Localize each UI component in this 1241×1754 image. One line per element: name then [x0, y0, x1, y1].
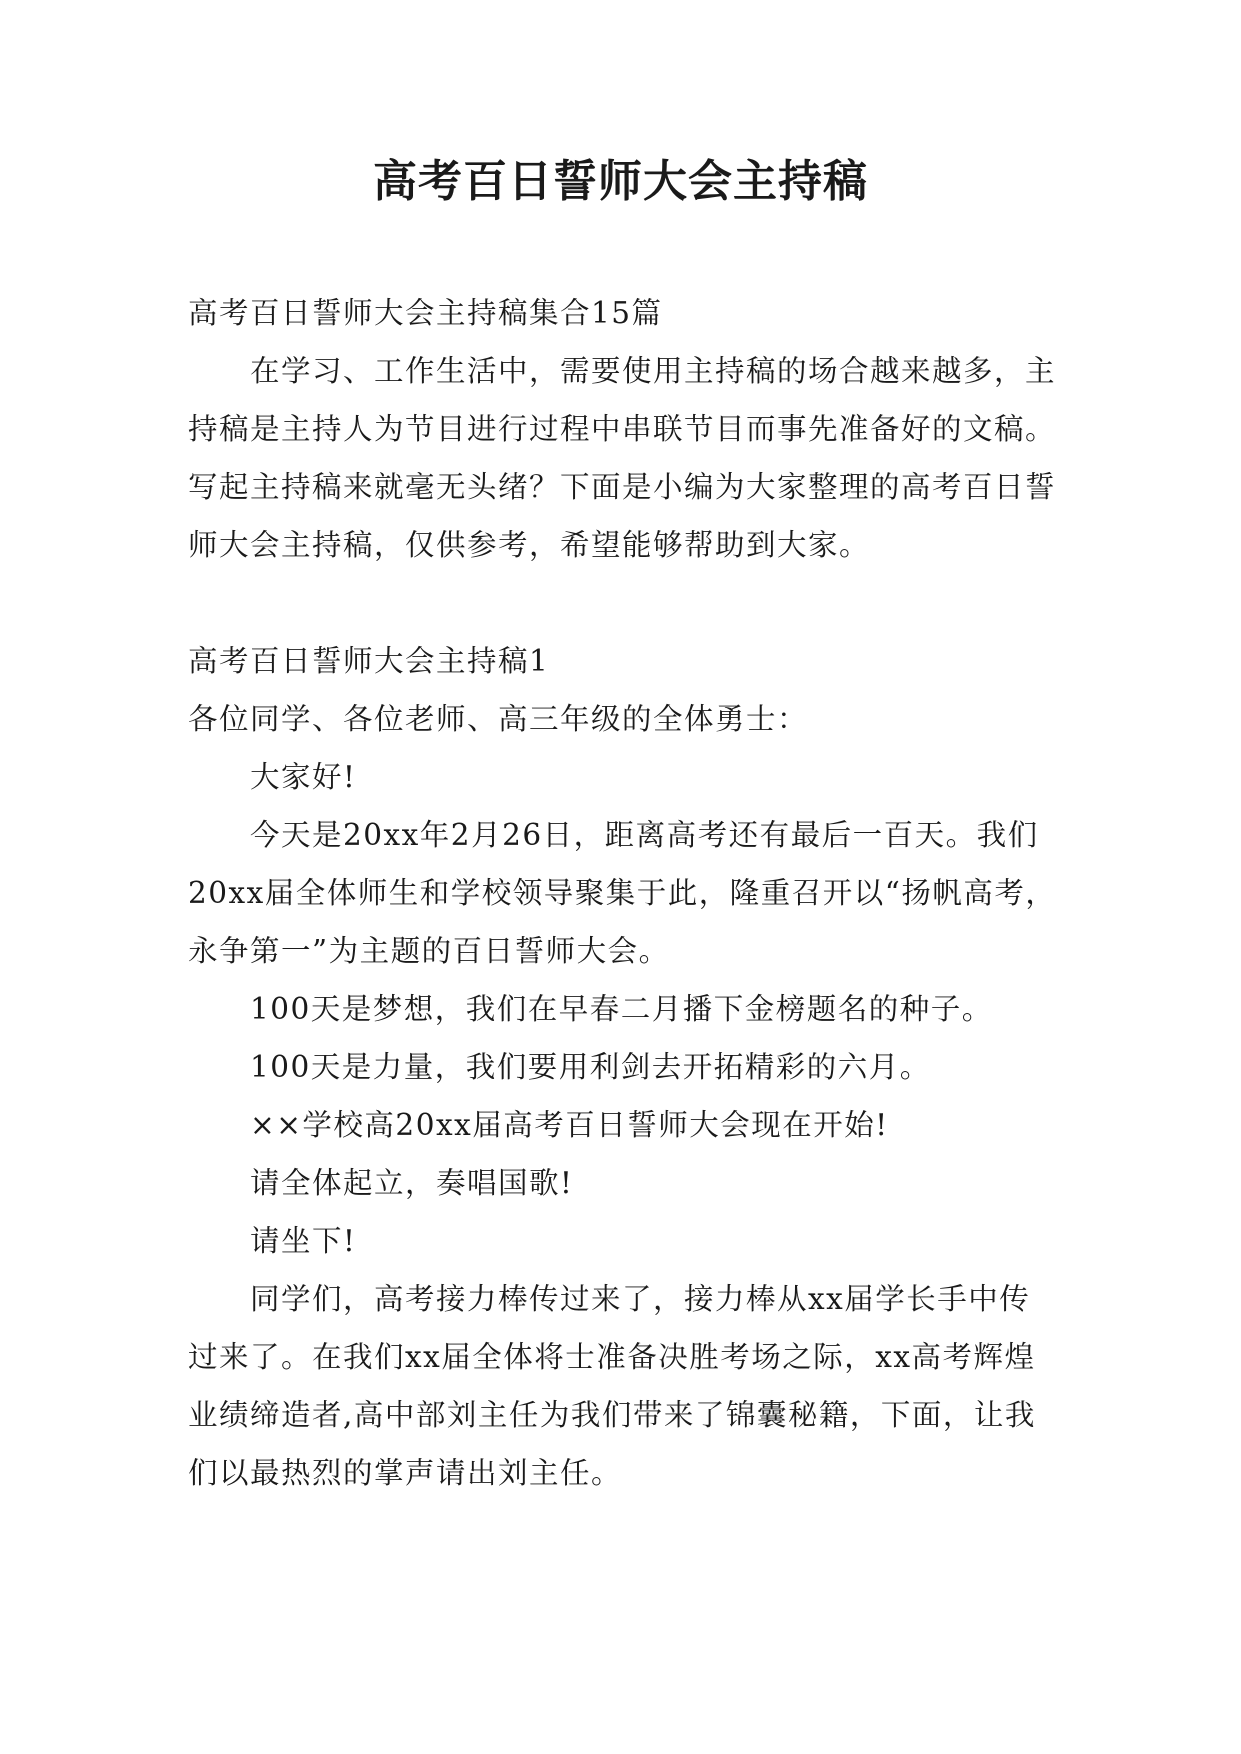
anthem-paragraph: 请全体起立，奏唱国歌!: [250, 1166, 574, 1200]
document-body: [188, 284, 1058, 1502]
collection-heading: 高考百日誓师大会主持稿集合15篇: [188, 296, 663, 330]
section-heading: 高考百日誓师大会主持稿1: [188, 644, 550, 678]
relay-paragraph: 同学们，高考接力棒传过来了，接力棒从xx届学长手中传过来了。在我们xx届全体将士准备决胜考场之际，xx高考辉煌业绩缔造者,高中部刘主任为我们带来了锦囊秘籍，下面，让我们以最热烈的掌声请出刘主任。: [188, 1282, 1036, 1490]
opening-paragraph: 今天是20xx年2月26日，距离高考还有最后一百天。我们20xx届全体师生和学校领导聚集于此，隆重召开以“扬帆高考，永争第一”为主题的百日誓师大会。: [188, 818, 1057, 968]
intro-paragraph: 在学习、工作生活中，需要使用主持稿的场合越来越多，主持稿是主持人为节目进行过程中串联节目而事先准备好的文稿。写起主持稿来就毫无头绪？下面是小编为大家整理的高考百日誓师大会主持稿，仅供参考，希望能够帮助到大家。: [188, 354, 1057, 562]
section-spacer: [188, 574, 1058, 632]
greeting-paragraph: 大家好!: [250, 760, 357, 794]
start-paragraph: ××学校高20xx届高考百日誓师大会现在开始!: [250, 1108, 889, 1142]
dream-paragraph: 100天是梦想，我们在早春二月播下金榜题名的种子。: [250, 992, 993, 1026]
sit-down-paragraph: 请坐下!: [250, 1224, 357, 1258]
document-title: 高考百日誓师大会主持稿: [373, 156, 868, 207]
salutation: 各位同学、各位老师、高三年级的全体勇士：: [188, 702, 809, 736]
strength-paragraph: 100天是力量，我们要用利剑去开拓精彩的六月。: [250, 1050, 931, 1084]
